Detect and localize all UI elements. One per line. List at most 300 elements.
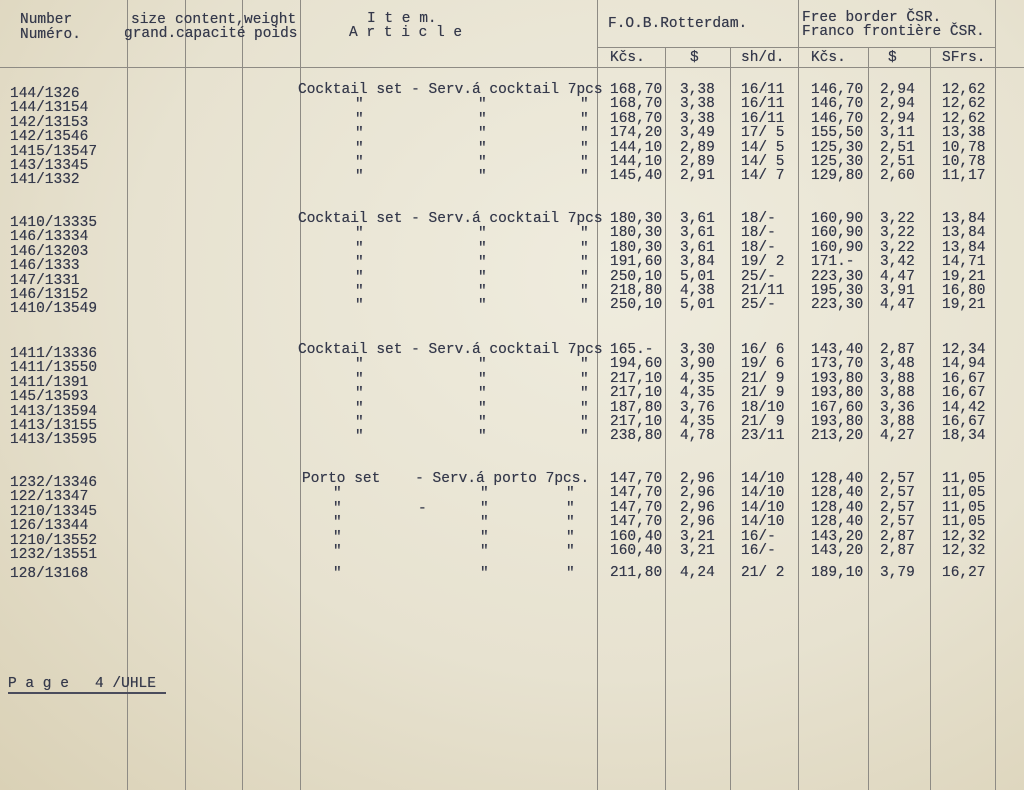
item-number: 1411/1391 — [10, 374, 89, 391]
ditto-mark: " — [580, 386, 589, 403]
fb-sfrs-price: 11,05 — [942, 471, 986, 487]
fob-usd-price: 4,24 — [680, 564, 715, 581]
fob-usd-price: 3,21 — [680, 528, 715, 545]
fob-kcs-price: 168,70 — [610, 82, 663, 98]
fb-sfrs-price: 13,38 — [942, 125, 986, 142]
fb-kcs-price: 193,80 — [811, 414, 864, 430]
ditto-mark: " — [580, 155, 589, 171]
item-number: 1232/13346 — [10, 475, 98, 491]
ditto-mark: " — [355, 126, 364, 143]
fob-usd-price: 3,61 — [680, 225, 715, 242]
item-number: 1232/13551 — [10, 547, 98, 563]
ditto-mark: " — [478, 169, 487, 186]
fb-sfrs-price: 13,84 — [942, 225, 986, 242]
fob-usd-price: 5,01 — [680, 268, 715, 285]
fb-sfrs-price: 12,62 — [942, 96, 986, 113]
fb-usd-price: 2,94 — [880, 110, 915, 127]
dash-mark: - — [418, 500, 427, 517]
fb-kcs-price: 146,70 — [811, 110, 864, 127]
fob-kcs-price: 238,80 — [610, 428, 663, 445]
fb-kcs-header: Kčs. — [811, 50, 846, 66]
ditto-mark: " — [480, 565, 489, 582]
ditto-mark: " — [580, 140, 589, 157]
ditto-mark: " — [566, 544, 575, 560]
fob-shd-price: 14/10 — [741, 485, 785, 502]
fob-usd-price: 4,35 — [680, 414, 715, 430]
fob-usd-price: 2,91 — [680, 168, 715, 185]
fb-usd-price: 3,91 — [880, 283, 915, 299]
fob-shd-price: 14/10 — [741, 471, 785, 487]
column-rule — [868, 47, 869, 790]
fob-kcs-price: 144,10 — [610, 154, 663, 170]
fob-kcs-price: 144,10 — [610, 139, 663, 156]
ditto-mark: " — [355, 140, 364, 157]
item-number: 142/13546 — [10, 129, 89, 146]
fob-shd-price: 16/11 — [741, 96, 785, 113]
ditto-mark: " — [355, 240, 364, 257]
fob-kcs-price: 180,30 — [610, 211, 663, 227]
fb-kcs-price: 167,60 — [811, 399, 864, 416]
fb-kcs-price: 189,10 — [811, 564, 864, 581]
ditto-mark: " — [333, 544, 342, 560]
column-rule — [300, 0, 301, 790]
fob-shd-price: 19/ 6 — [741, 356, 785, 373]
fob-shd-price: 21/ 9 — [741, 414, 785, 430]
fob-usd-price: 4,35 — [680, 370, 715, 387]
fb-sfrs-price: 10,78 — [942, 154, 986, 170]
fb-kcs-price: 160,90 — [811, 211, 864, 227]
ditto-mark: " — [580, 269, 589, 286]
item-number: 143/13345 — [10, 158, 89, 174]
item-number: 1411/13550 — [10, 360, 98, 377]
fb-usd-header: $ — [888, 50, 897, 66]
fob-usd-price: 2,96 — [680, 485, 715, 502]
ditto-mark: " — [333, 486, 342, 503]
column-rule — [798, 0, 799, 790]
page-number-underline — [8, 692, 166, 694]
ditto-mark: " — [478, 284, 487, 300]
ditto-mark: " — [355, 255, 364, 272]
fob-usd-price: 3,90 — [680, 356, 715, 373]
article-description: Porto set - Serv.á porto 7pcs. — [302, 471, 590, 487]
fb-usd-price: 2,57 — [880, 471, 915, 487]
ditto-mark: " — [478, 97, 487, 114]
column-rule — [185, 0, 186, 790]
fob-usd-price: 2,89 — [680, 139, 715, 156]
fb-usd-price: 3,42 — [880, 254, 915, 271]
ditto-mark: " — [333, 565, 342, 582]
fb-sfrs-price: 19,21 — [942, 268, 986, 285]
ditto-mark: " — [478, 240, 487, 257]
fb-kcs-price: 155,50 — [811, 125, 864, 142]
fob-kcs-price: 147,70 — [610, 471, 663, 487]
fob-shd-price: 14/ 5 — [741, 154, 785, 170]
fob-shd-price: 18/- — [741, 239, 776, 256]
fob-kcs-price: 191,60 — [610, 254, 663, 271]
article-description: Cocktail set - Serv.á cocktail 7pcs — [298, 342, 603, 358]
fb-kcs-price: 195,30 — [811, 283, 864, 299]
ditto-mark: " — [480, 515, 489, 532]
fob-usd-price: 4,78 — [680, 428, 715, 445]
item-number: 146/1333 — [10, 258, 80, 275]
fb-kcs-price: 125,30 — [811, 154, 864, 170]
ditto-mark: " — [580, 111, 589, 128]
item-number: 126/13344 — [10, 518, 89, 535]
column-rule — [597, 0, 598, 790]
ditto-mark: " — [480, 486, 489, 503]
fob-shd-price: 21/ 9 — [741, 370, 785, 387]
fob-kcs-price: 168,70 — [610, 96, 663, 113]
fob-shd-price: 21/11 — [741, 283, 785, 299]
fob-kcs-price: 147,70 — [610, 514, 663, 531]
content-header: content, — [175, 12, 245, 28]
fb-sfrs-price: 16,67 — [942, 385, 986, 402]
header-rule — [0, 67, 1024, 68]
ditto-mark: " — [580, 226, 589, 243]
column-rule — [930, 47, 931, 790]
item-number: 1413/13594 — [10, 403, 98, 420]
fb-usd-price: 2,51 — [880, 139, 915, 156]
ditto-mark: " — [478, 269, 487, 286]
fob-usd-price: 3,38 — [680, 82, 715, 98]
ditto-mark: " — [355, 386, 364, 403]
ditto-mark: " — [580, 97, 589, 114]
ditto-mark: " — [355, 415, 364, 431]
fb-sfrs-price: 18,34 — [942, 428, 986, 445]
fb-kcs-price: 193,80 — [811, 385, 864, 402]
fob-kcs-price: 218,80 — [610, 283, 663, 299]
fob-shd-price: 16/- — [741, 528, 776, 545]
fob-usd-price: 4,35 — [680, 385, 715, 402]
fob-shd-price: 14/10 — [741, 499, 785, 516]
fb-sfrs-price: 12,32 — [942, 528, 986, 545]
fb-kcs-price: 143,40 — [811, 342, 864, 358]
ditto-mark: " — [355, 429, 364, 446]
weight-header: weight — [244, 12, 297, 28]
fb-sfrs-price: 12,62 — [942, 110, 986, 127]
fb-sfrs-price: 10,78 — [942, 139, 986, 156]
item-number: 1410/13335 — [10, 215, 98, 231]
fb-usd-price: 4,47 — [880, 268, 915, 285]
fob-kcs-price: 217,10 — [610, 414, 663, 430]
fob-shd-price: 25/- — [741, 268, 776, 285]
fob-shd-price: 18/- — [741, 211, 776, 227]
item-number: 146/13334 — [10, 229, 89, 246]
fb-kcs-price: 128,40 — [811, 514, 864, 531]
fob-shd-header: sh/d. — [741, 50, 785, 66]
fb-kcs-price: 193,80 — [811, 370, 864, 387]
free-border-header-fr: Franco frontière ČSR. — [802, 24, 985, 40]
fob-usd-header: $ — [690, 50, 699, 66]
ditto-mark: " — [478, 111, 487, 128]
item-number: 128/13168 — [10, 565, 89, 582]
fob-usd-price: 3,38 — [680, 96, 715, 113]
fb-sfrs-price: 19,21 — [942, 297, 986, 314]
ditto-mark: " — [580, 169, 589, 186]
item-number: 141/1332 — [10, 172, 80, 189]
fb-sfrs-price: 13,84 — [942, 239, 986, 256]
fob-shd-price: 17/ 5 — [741, 125, 785, 142]
fob-usd-price: 3,21 — [680, 543, 715, 559]
fob-usd-price: 2,96 — [680, 499, 715, 516]
fob-kcs-header: Kčs. — [610, 50, 645, 66]
fob-usd-price: 2,89 — [680, 154, 715, 170]
ditto-mark: " — [478, 386, 487, 403]
ditto-mark: " — [480, 500, 489, 517]
fb-kcs-price: 128,40 — [811, 471, 864, 487]
fb-sfrs-price: 14,94 — [942, 356, 986, 373]
fob-usd-price: 3,49 — [680, 125, 715, 142]
page-number: P a g e 4 /UHLE — [8, 676, 156, 692]
fob-usd-price: 4,38 — [680, 283, 715, 299]
fb-kcs-price: 160,90 — [811, 239, 864, 256]
item-number: 142/13153 — [10, 114, 89, 131]
ditto-mark: " — [580, 298, 589, 315]
ditto-mark: " — [580, 126, 589, 143]
fb-sfrs-price: 11,05 — [942, 514, 986, 531]
fb-sfrs-price: 11,05 — [942, 485, 986, 502]
item-header-fr: A r t i c l e — [349, 25, 463, 41]
fb-usd-price: 3,22 — [880, 225, 915, 242]
ditto-mark: " — [355, 111, 364, 128]
fob-usd-price: 3,30 — [680, 342, 715, 358]
weight-header-fr: poids — [254, 26, 298, 42]
fob-kcs-price: 187,80 — [610, 399, 663, 416]
ditto-mark: " — [478, 371, 487, 388]
column-rule — [127, 0, 128, 790]
fb-usd-price: 2,51 — [880, 154, 915, 170]
item-number: 1413/13155 — [10, 418, 98, 434]
fb-usd-price: 2,57 — [880, 514, 915, 531]
item-number: 122/13347 — [10, 489, 89, 506]
fob-shd-price: 16/ 6 — [741, 342, 785, 358]
fob-shd-price: 18/10 — [741, 399, 785, 416]
ditto-mark: " — [580, 240, 589, 257]
fb-usd-price: 2,60 — [880, 168, 915, 185]
fb-usd-price: 3,79 — [880, 564, 915, 581]
fob-shd-price: 19/ 2 — [741, 254, 785, 271]
fb-usd-price: 2,94 — [880, 96, 915, 113]
column-rule — [242, 0, 243, 790]
item-number: 145/13593 — [10, 389, 89, 406]
ditto-mark: " — [566, 529, 575, 546]
fb-kcs-price: 146,70 — [811, 82, 864, 98]
fb-usd-price: 3,48 — [880, 356, 915, 373]
fb-usd-price: 3,11 — [880, 125, 915, 142]
fb-usd-price: 4,47 — [880, 297, 915, 314]
fb-sfrs-price: 16,67 — [942, 414, 986, 430]
fob-kcs-price: 160,40 — [610, 543, 663, 559]
fob-usd-price: 2,96 — [680, 471, 715, 487]
fb-kcs-price: 125,30 — [811, 139, 864, 156]
ditto-mark: " — [478, 415, 487, 431]
fb-kcs-price: 160,90 — [811, 225, 864, 242]
ditto-mark: " — [355, 97, 364, 114]
ditto-mark: " — [480, 529, 489, 546]
column-rule — [665, 47, 666, 790]
fob-usd-price: 3,76 — [680, 399, 715, 416]
content-header-fr: capacité — [176, 26, 246, 42]
fob-shd-price: 18/- — [741, 225, 776, 242]
ditto-mark: " — [566, 500, 575, 517]
item-number: 1210/13345 — [10, 503, 98, 520]
fob-kcs-price: 174,20 — [610, 125, 663, 142]
ditto-mark: " — [580, 255, 589, 272]
fb-usd-price: 3,88 — [880, 385, 915, 402]
ditto-mark: " — [478, 400, 487, 417]
fob-usd-price: 3,84 — [680, 254, 715, 271]
item-number: 144/1326 — [10, 86, 80, 102]
fob-kcs-price: 217,10 — [610, 370, 663, 387]
fb-sfrs-header: SFrs. — [942, 50, 986, 66]
item-number: 147/1331 — [10, 272, 80, 289]
fb-kcs-price: 143,20 — [811, 543, 864, 559]
fob-kcs-price: 211,80 — [610, 564, 663, 581]
ditto-mark: " — [478, 126, 487, 143]
item-number: 146/13152 — [10, 287, 89, 303]
fob-kcs-price: 160,40 — [610, 528, 663, 545]
fob-kcs-price: 145,40 — [610, 168, 663, 185]
free-border-header: Free border ČSR. — [802, 10, 942, 26]
fb-kcs-price: 143,20 — [811, 528, 864, 545]
fb-usd-price: 4,27 — [880, 428, 915, 445]
ditto-mark: " — [580, 400, 589, 417]
fob-shd-price: 23/11 — [741, 428, 785, 445]
ditto-mark: " — [355, 284, 364, 300]
fb-sfrs-price: 12,34 — [942, 342, 986, 358]
ditto-mark: " — [580, 357, 589, 374]
fob-kcs-price: 180,30 — [610, 225, 663, 242]
column-rule — [995, 0, 996, 790]
ditto-mark: " — [478, 155, 487, 171]
fob-kcs-price: 217,10 — [610, 385, 663, 402]
fb-usd-price: 2,87 — [880, 543, 915, 559]
fb-usd-price: 3,22 — [880, 239, 915, 256]
ditto-mark: " — [478, 357, 487, 374]
number-header: Number — [20, 12, 73, 28]
ditto-mark: " — [355, 269, 364, 286]
fob-shd-price: 16/11 — [741, 110, 785, 127]
ditto-mark: " — [333, 529, 342, 546]
fob-usd-price: 3,38 — [680, 110, 715, 127]
ditto-mark: " — [566, 515, 575, 532]
fb-usd-price: 2,94 — [880, 82, 915, 98]
item-number: 146/13203 — [10, 243, 89, 260]
fob-kcs-price: 180,30 — [610, 239, 663, 256]
column-rule — [730, 47, 731, 790]
fob-kcs-price: 194,60 — [610, 356, 663, 373]
fb-sfrs-price: 13,84 — [942, 211, 986, 227]
item-header: I t e m. — [367, 11, 437, 27]
ditto-mark: " — [480, 544, 489, 560]
fb-kcs-price: 129,80 — [811, 168, 864, 185]
fb-sfrs-price: 14,42 — [942, 399, 986, 416]
fb-kcs-price: 213,20 — [811, 428, 864, 445]
fob-usd-price: 2,96 — [680, 514, 715, 531]
fb-usd-price: 3,36 — [880, 399, 915, 416]
fob-usd-price: 3,61 — [680, 239, 715, 256]
ditto-mark: " — [355, 226, 364, 243]
article-description: Cocktail set - Serv.á cocktail 7pcs — [298, 211, 603, 227]
fb-usd-price: 2,57 — [880, 499, 915, 516]
fb-sfrs-price: 16,80 — [942, 283, 986, 299]
fb-sfrs-price: 16,27 — [942, 564, 986, 581]
fob-shd-price: 14/ 5 — [741, 139, 785, 156]
fb-usd-price: 2,87 — [880, 528, 915, 545]
fob-shd-price: 21/ 2 — [741, 564, 785, 581]
fob-kcs-price: 165.- — [610, 342, 654, 358]
fb-usd-price: 2,87 — [880, 342, 915, 358]
fob-kcs-price: 147,70 — [610, 499, 663, 516]
ditto-mark: " — [580, 284, 589, 300]
currency-header-rule — [597, 47, 995, 48]
fb-kcs-price: 146,70 — [811, 96, 864, 113]
fb-kcs-price: 223,30 — [811, 268, 864, 285]
size-header-fr: grand. — [124, 26, 177, 42]
fb-usd-price: 3,88 — [880, 370, 915, 387]
fob-shd-price: 14/ 7 — [741, 168, 785, 185]
fb-sfrs-price: 12,62 — [942, 82, 986, 98]
ditto-mark: " — [333, 515, 342, 532]
fb-kcs-price: 128,40 — [811, 485, 864, 502]
ditto-mark: " — [478, 298, 487, 315]
article-description: Cocktail set - Serv.á cocktail 7pcs — [298, 82, 603, 98]
ditto-mark: " — [580, 371, 589, 388]
fb-kcs-price: 173,70 — [811, 356, 864, 373]
fob-kcs-price: 250,10 — [610, 297, 663, 314]
item-number: 1415/13547 — [10, 143, 98, 160]
fb-sfrs-price: 11,17 — [942, 168, 986, 185]
ditto-mark: " — [355, 169, 364, 186]
ditto-mark: " — [580, 429, 589, 446]
ditto-mark: " — [355, 155, 364, 171]
fob-usd-price: 5,01 — [680, 297, 715, 314]
fob-shd-price: 14/10 — [741, 514, 785, 531]
item-number: 1410/13549 — [10, 301, 98, 318]
fob-shd-price: 16/- — [741, 543, 776, 559]
ditto-mark: " — [478, 226, 487, 243]
item-number: 1411/13336 — [10, 346, 98, 362]
fb-sfrs-price: 16,67 — [942, 370, 986, 387]
fob-header: F.O.B.Rotterdam. — [608, 16, 748, 32]
ditto-mark: " — [355, 357, 364, 374]
fb-usd-price: 3,88 — [880, 414, 915, 430]
ditto-mark: " — [355, 371, 364, 388]
fb-usd-price: 3,22 — [880, 211, 915, 227]
item-number: 1210/13552 — [10, 532, 98, 549]
fb-sfrs-price: 14,71 — [942, 254, 986, 271]
ditto-mark: " — [333, 500, 342, 517]
fob-usd-price: 3,61 — [680, 211, 715, 227]
item-number: 144/13154 — [10, 100, 89, 117]
fb-kcs-price: 171.- — [811, 254, 855, 271]
fb-usd-price: 2,57 — [880, 485, 915, 502]
fob-shd-price: 21/ 9 — [741, 385, 785, 402]
ditto-mark: " — [355, 400, 364, 417]
ditto-mark: " — [580, 415, 589, 431]
fob-kcs-price: 250,10 — [610, 268, 663, 285]
ditto-mark: " — [566, 486, 575, 503]
ditto-mark: " — [478, 255, 487, 272]
fob-kcs-price: 168,70 — [610, 110, 663, 127]
fb-kcs-price: 223,30 — [811, 297, 864, 314]
fob-shd-price: 25/- — [741, 297, 776, 314]
size-header: size — [131, 12, 166, 28]
fb-kcs-price: 128,40 — [811, 499, 864, 516]
fb-sfrs-price: 11,05 — [942, 499, 986, 516]
ditto-mark: " — [566, 565, 575, 582]
ditto-mark: " — [355, 298, 364, 315]
